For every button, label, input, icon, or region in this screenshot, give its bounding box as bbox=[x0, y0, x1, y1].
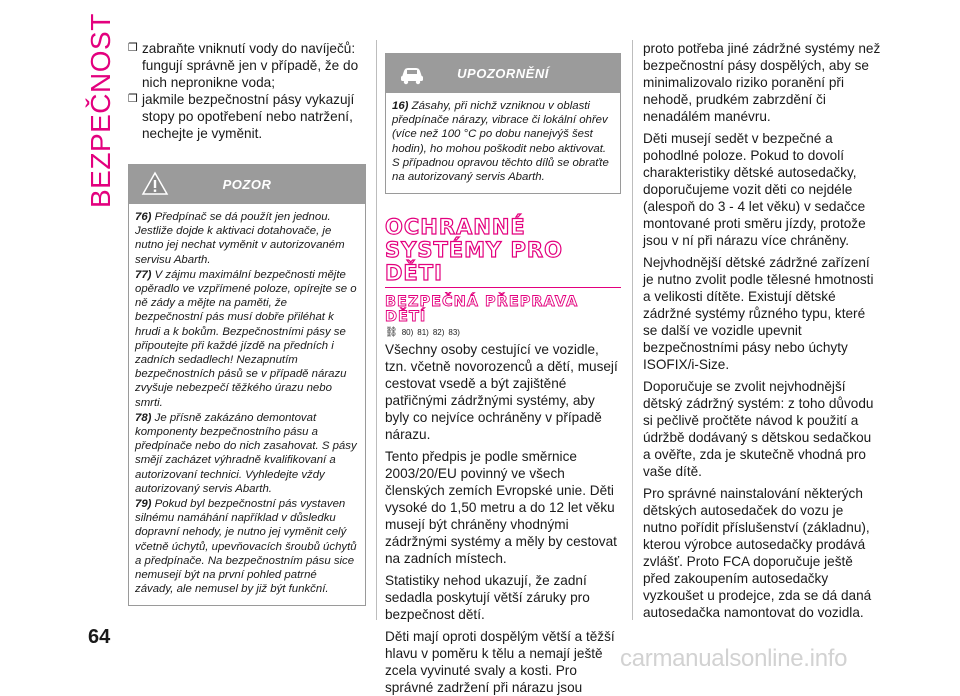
note-number: 76) bbox=[135, 211, 152, 223]
caution-note bbox=[135, 411, 357, 496]
caution-body bbox=[129, 204, 365, 605]
body-paragraph: proto potřeba jiné zádržné systémy než bezpečnostní pásy dospělých, aby se minimalizovalo riziko poranění při nehodě, prudkém zabrzdění či nenadálém manévru. bbox=[643, 41, 881, 124]
notice-box bbox=[385, 53, 621, 194]
note-number: 16) bbox=[392, 100, 409, 112]
notice-header bbox=[386, 53, 620, 93]
warning-triangle-icon bbox=[141, 171, 169, 197]
note-text: Předpínač se dá použít jen jednou. Jestliže dojde k aktivaci dotahovače, je nutno jej nechat vyměnit v autorizovaném servisu Abarth. bbox=[135, 211, 345, 266]
note-text: Zásahy, při nichž vzniknou v oblasti předpínače nárazy, vibrace či lokální ohřev (více než 100 °C po dobu nanejvýš šest hodin), ho mohou poškodit nebo aktivovat. S případnou opravou těchto dílů se obraťte na autorizovaný servis Abarth. bbox=[392, 100, 609, 184]
column-right bbox=[643, 40, 881, 621]
note-number: 78) bbox=[135, 411, 152, 424]
body-paragraph: Doporučuje se zvolit nejvhodnější dětský zádržný systém: z toho důvodu si pečlivě pročtěte návod k použití a údržbě dodávaný s dětskou sedačkou a ověřte, zda je skutečně vhodná pro vaše dítě. bbox=[643, 379, 874, 479]
subsection-title-line: BEZPEČNÁ PŘEPRAVA bbox=[385, 294, 579, 311]
watermark: carmanualsonline.info bbox=[620, 645, 848, 672]
caution-header bbox=[129, 164, 365, 204]
column-middle bbox=[385, 53, 621, 696]
caution-title: POZOR bbox=[222, 176, 272, 192]
link-icon: ⛓ bbox=[385, 327, 398, 339]
body-paragraph: Statistiky nehod ukazují, že zadní sedadla poskytují větší záruky pro bezpečnost dětí. bbox=[385, 573, 590, 623]
note-ref[interactable]: 80) bbox=[401, 328, 414, 338]
body-paragraph: Nejvhodnější dětské zádržné zařízení je nutno zvolit podle tělesné hmotnosti a velikosti dítěte. Existují dětské zádržné systémy různého typu, které se další ve vozidle upevnit bezpečnostními pásy nebo úchyty ISOFIX/i-Size. bbox=[643, 255, 874, 372]
checkbox-bullet-icon: ❒ bbox=[128, 93, 138, 105]
caution-box bbox=[128, 164, 366, 606]
checkbox-bullet-icon: ❒ bbox=[128, 42, 138, 54]
section-side-title: BEZPEČNOST bbox=[85, 13, 116, 208]
note-number: 77) bbox=[135, 268, 152, 281]
section-title-line: SYSTÉMY PRO DĚTI bbox=[385, 239, 621, 288]
note-text: Pokud byl bezpečnostní pás vystaven silnému namáhání například v důsledku dopravní nehody, je nutno jej vyměnit celý včetně úchytů, upevňovacích šroubů úchytů a předpínače. Na bezpečnostním pásu sice nemusejí být na první pohled patrné závady, ale nemusel by již být funkční. bbox=[135, 498, 357, 596]
car-warning-icon bbox=[398, 60, 426, 86]
caution-note bbox=[135, 210, 357, 267]
page-number: 64 bbox=[88, 626, 111, 648]
bullet-item bbox=[128, 40, 366, 91]
notice-title: UPOZORNĚNÍ bbox=[457, 65, 549, 81]
column-divider bbox=[632, 40, 633, 620]
body-paragraph: Děti mají oproti dospělým větší a těžší hlavu v poměru k tělu a nemají ještě zcela vyvinuté svaly a kosti. Pro správné zadržení při nárazu jsou bbox=[385, 629, 615, 696]
bullet-text: jakmile bezpečnostní pásy vykazují stopy po opotřebení nebo natržení, nechejte je vyměnit. bbox=[142, 92, 355, 141]
bullet-item bbox=[128, 91, 366, 142]
notice-body bbox=[386, 93, 620, 193]
body-paragraph: Děti musejí sedět v bezpečné a pohodlné poloze. Pokud to dovolí charakteristiky dětské autosedačky, doporučujeme vozit děti co nejdéle (alespoň do 3 - 4 let věku) v sedačce montované proti směru jízdy, protože jsou v ní při nárazu více chráněny. bbox=[643, 131, 866, 248]
note-references bbox=[385, 327, 621, 339]
note-text: Je přísně zakázáno demontovat komponenty bezpečnostního pásu a předpínače nebo do nich zasahovat. S pásy smějí zacházet výhradně kvalifikovaní a autorizovaní technici. Vyhledejte vždy autorizovaný servis Abarth. bbox=[135, 411, 357, 495]
section-heading bbox=[385, 216, 621, 288]
section-title-line: OCHRANNÉ bbox=[385, 215, 526, 240]
note-ref[interactable]: 82) bbox=[432, 328, 445, 338]
column-left bbox=[128, 40, 366, 606]
column-divider bbox=[376, 40, 377, 620]
bullet-text: zabraňte vniknutí vody do navíječů: fungují správně jen v případě, že do nich nepronikne voda; bbox=[142, 41, 359, 90]
note-number: 79) bbox=[135, 498, 152, 511]
body-paragraph: Tento předpis je podle směrnice 2003/20/EU povinný ve všech členských zemích Evropské unie. Děti vysoké do 1,50 metru a do 12 let věku musejí být chráněny vhodnými zádržnými systémy a měly by cestovat na zadních místech. bbox=[385, 449, 617, 567]
caution-note bbox=[135, 497, 357, 596]
subsection-title-line: DĚTÍ bbox=[385, 309, 427, 326]
body-paragraph: Pro správné nainstalování některých dětských autosedaček do vozu je nutno pořídit příslušenství (základnu), kterou výrobce autosedačky prodává zvlášť. Proto FCA doporučuje ještě před zakoupením autosedačky vyzkoušet u prodejce, zda se dá daná autosedačka namontovat do vozidla. bbox=[643, 486, 872, 620]
body-paragraph: Všechny osoby cestující ve vozidle, tzn. včetně novorozenců a dětí, musejí cestovat vsedě a být zajištěné patřičnými zádržnými systémy, aby byly co nejvíce ochráněny v případě nárazu. bbox=[385, 342, 618, 443]
note-ref[interactable]: 81) bbox=[417, 328, 429, 338]
note-text: V zájmu maximální bezpečnosti mějte opěradlo ve vzpřímené poloze, opírejte se o ně zády a mějte na paměti, že bezpečnostní pás musí dobře přiléhat k hrudi a k bokům. Bezpečnostními pásy se připoutejte při každé jízdě na předních i zadních sedadlech! Nezapnutím bezpečnostních pásů se v případě nárazu zvyšuje nebezpečí těžkého úrazu nebo smrti. bbox=[135, 268, 357, 409]
note-ref[interactable]: 83) bbox=[448, 328, 460, 338]
notice-note bbox=[392, 99, 612, 184]
caution-note bbox=[135, 268, 357, 410]
